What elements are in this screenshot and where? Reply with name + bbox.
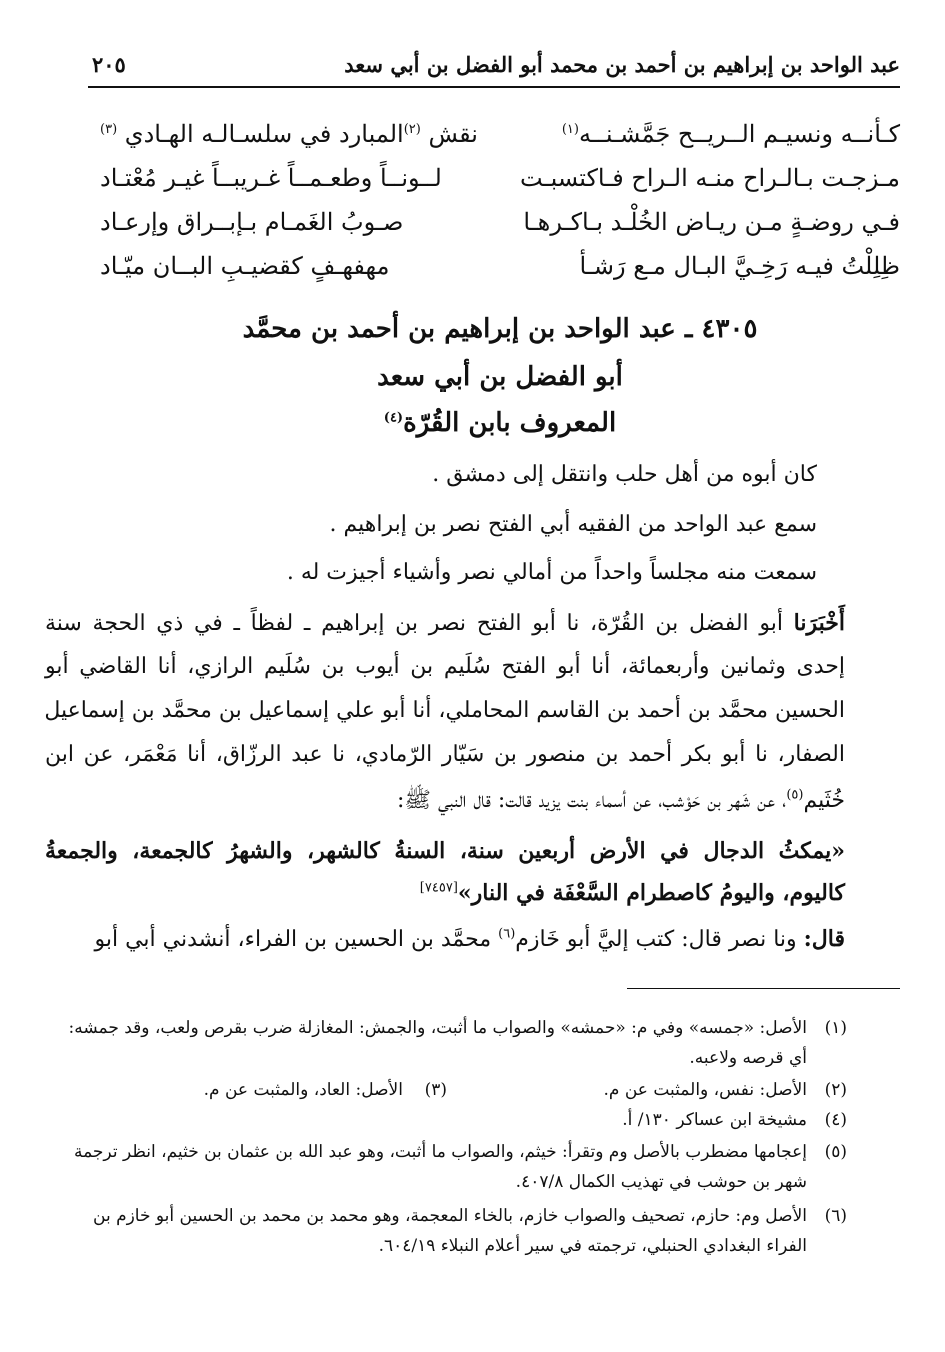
footnote-ref-3[interactable]: (٣) [100,122,118,137]
footnote-5-number: (٥) [824,1142,847,1162]
footnote-separator [627,988,900,989]
footnote-2-number: (٢) [824,1080,847,1100]
footnote-5-text-line-2: شهر بن حوشب في تهذيب الكمال ٤٠٧/٨. [515,1172,807,1192]
footnote-6-text-line-1: الأصل وم: حازم، تصحيف والصواب خازم، بالخاء المعجمة، وهو محمد بن محمد بن الحسين أبو خازم بن [93,1206,807,1226]
isnad-line-1: أَخْبَرَنا أبو الفضل بن القُرّة، نا أبو الفتح نصر بن إبراهيم ـ لفظاً ـ في ذي الحجة سنة [45,610,845,636]
footnote-2-text: الأصل: نفس، والمثبت عن م. [603,1080,807,1100]
paragraph-teacher: سمع عبد الواحد من الفقيه أبي الفتح نصر بن إبراهيم . [329,512,817,537]
footnote-5-text-line-1: إعجامها مضطرب بالأصل وم وتقرأ: خيثم، والصواب ما أثبت، وهو عبد الله بن عثمان بن خثيم، انظر ترجمة [73,1142,807,1162]
footnote-3 [204,1080,447,1100]
entry-title-line-2: أبو الفضل بن أبي سعد [377,362,623,392]
isnad-line-2: إحدى وثمانين وأربعمائة، أنا أبو الفتح سُلَيم بن أيوب بن سُلَيم الرازي، أنا القاضي أبو [45,654,845,679]
isnad-line-4: الصفار، نا أبو بكر أحمد بن منصور بن سَيّار الرّمادي، نا عبد الرزّاق، أنا مَعْمَر، عن ابن [45,742,845,767]
footnote-1-number: (١) [824,1018,847,1038]
verse-2-second-hemistich: لــونــاً وطعـمــاً غـريبــاً غيـر مُعْتـاد [100,164,442,192]
footnote-4-text: مشيخة ابن عساكر ١٣٠/ أ. [622,1110,807,1130]
verse-1-second-hemistich: نقش $^{(٢)}$المبارد في سلسـالـه الهـادي $^{(٣)}$ [100,120,478,148]
paragraph-audition: سمعت منه مجلساً واحداً من أمالي نصر وأشياء أجيزت له . [286,560,817,585]
footnote-3-text: الأصل: العاد، والمثبت عن م. [203,1080,403,1100]
hadith-reference-number: [٧٤٥٧] [419,880,458,896]
isnad-line-3: الحسين محمَّد بن أحمد بن القاسم المحاملي، أنا أبو علي إسماعيل بن محمَّد بن إسماعيل [44,698,845,723]
footnote-ref-5[interactable]: (٥) [786,787,804,803]
hadith-line-2: كاليوم، واليومُ كاصطرام السَّعْفَة في النار»[٧٤٥٧] [419,880,845,906]
verse-4-second-hemistich: مهفهـفٍ كقضيـبِ البــان ميّـاد [100,252,390,280]
footnote-ref-1[interactable]: (١) [561,122,579,137]
footnote-1-text-line-1: الأصل: «جمسه» وفي م: «حمشه» والصواب ما أثبت، والجمش: المغازلة ضرب بقرص ولعب، وقد جمشه: [68,1018,807,1038]
running-header-title: عبد الواحد بن إبراهيم بن أحمد بن محمد أبو الفضل بن أبي سعد [344,52,900,77]
verse-3-first-hemistich: فـي روضـةٍ مـن ريـاض الخُلْـد بـاكـرهـا [523,208,900,236]
qal-line: قال: ونا نصر قال: كتب إليَّ أبو خَازم$^{(٦)}$ محمَّد بن الحسين بن الفراء، أنشدني أبي أبو [94,926,845,952]
verse-4-first-hemistich: ظِلِلْتُ فيـه رَخِـيَّ البـال مـع رَشـأ [579,252,900,280]
verse-2 [100,156,900,200]
akhbarana-keyword: أَخْبَرَنا [793,610,845,636]
verse-3 [100,200,900,244]
verse-3-second-hemistich: صـوبُ الغَمـام بـإبــراق وإرعـاد [100,208,404,236]
footnote-3-number: (٣) [424,1080,447,1100]
hadith-line-1: «يمكثُ الدجال في الأرض أربعين سنة، السنةُ كالشهر، والشهرُ كالجمعة، والجمعةُ [45,838,845,864]
entry-title-line-3: المعروف بابن القُرّة$^{(٤)}$ [383,408,617,438]
entry-title-line-1: ٤٣٠٥ ـ عبد الواحد بن إبراهيم بن أحمد بن محمَّد [242,314,758,344]
verse-2-first-hemistich: مـزجـت بـالـراح منـه الـراح فـاكتسبـت [520,164,900,192]
page-number: ٢٠٥ [92,52,126,77]
footnote-ref-4[interactable]: (٤) [383,410,404,426]
footnote-6-number: (٦) [824,1206,847,1226]
footnote-ref-2[interactable]: (٢) [403,122,421,137]
paragraph-origin: كان أبوه من أهل حلب وانتقل إلى دمشق . [432,462,817,487]
qal-keyword: قال: [803,926,845,952]
running-header [88,46,900,88]
footnote-ref-6[interactable]: (٦) [498,926,516,942]
footnote-6-text-line-2: الفراء البغدادي الحنبلي، ترجمته في سير أعلام النبلاء ٦٠٤/١٩. [378,1236,807,1256]
poem [100,112,900,288]
isnad-line-5: خُثَيم$^{(٥)}$، عن شَهر بن حَوْشب، عن أسماء بنت يزيد قالت: قال النبي ﷺ: [397,787,845,813]
footnote-4-number: (٤) [824,1110,847,1130]
verse-1 [100,112,900,156]
verse-1-first-hemistich: كـأنــه ونسيـم الــريــح جَمَّشـنــه$^{(١)}$ [561,120,900,148]
verse-4 [100,244,900,288]
footnote-1-text-line-2: أي قرصه ولاعبه. [689,1048,807,1068]
